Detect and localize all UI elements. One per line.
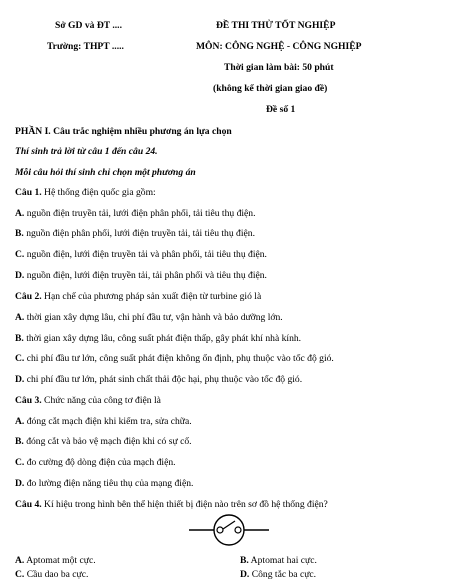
- department-label: Sở GD và ĐT ....: [55, 20, 122, 31]
- question-number: Câu 3.: [15, 395, 42, 406]
- question-2: [15, 291, 261, 303]
- q1-option-c[interactable]: [15, 249, 267, 261]
- section-instruction-2: Mỗi câu hỏi thí sinh chỉ chọn một phương án: [15, 167, 196, 178]
- option-text: đo lường điện năng tiêu thụ của mạng điện.: [24, 478, 194, 489]
- option-text: đo cường độ dòng điện của mạch điện.: [24, 457, 176, 468]
- option-text: thời gian xây dựng lâu, chi phí đầu tư, vận hành và bảo dưỡng lớn.: [24, 312, 283, 323]
- option-letter: D.: [15, 374, 25, 385]
- q3-option-d[interactable]: [15, 478, 193, 490]
- option-letter: D.: [15, 270, 25, 281]
- option-text: nguồn điện phân phối, lưới điện truyền tải, tải tiêu thụ điện.: [23, 228, 255, 239]
- option-text: Công tắc ba cực.: [249, 569, 317, 580]
- option-text: nguồn điện truyền tải, lưới điện phân phối, tải tiêu thụ điện.: [24, 208, 256, 219]
- question-3: [15, 395, 161, 407]
- option-text: Aptomat một cực.: [24, 555, 96, 566]
- duration-label: Thời gian làm bài: 50 phút: [224, 62, 334, 73]
- option-letter: D.: [240, 569, 250, 580]
- option-text: Cầu dao ba cực.: [24, 569, 89, 580]
- question-text: Kí hiệu trong hình bên thể hiện thiết bị điện nào trên sơ đồ hệ thống điện?: [41, 499, 328, 510]
- q1-option-b[interactable]: [15, 228, 255, 240]
- option-text: đóng cắt mạch điện khi kiểm tra, sửa chữa.: [24, 416, 192, 427]
- option-letter: C.: [15, 353, 25, 364]
- question-number: Câu 1.: [15, 187, 42, 198]
- option-letter: B.: [15, 436, 24, 447]
- option-letter: C.: [15, 569, 25, 580]
- exam-title: ĐỀ THI THỬ TỐT NGHIỆP: [216, 20, 336, 31]
- q4-option-d[interactable]: [240, 569, 316, 581]
- circuit-symbol-icon: [189, 512, 269, 548]
- question-text: Chức năng của công tơ điện là: [41, 395, 161, 406]
- question-text: Hệ thống điện quốc gia gồm:: [41, 187, 156, 198]
- option-letter: B.: [15, 228, 24, 239]
- school-label: Trường: THPT .....: [47, 41, 124, 52]
- option-letter: C.: [15, 249, 25, 260]
- option-text: nguồn điện, lưới điện truyền tải, tải phân phối và tiêu thụ điện.: [24, 270, 267, 281]
- subject-label: MÔN: CÔNG NGHỆ - CÔNG NGHIỆP: [196, 41, 362, 52]
- option-letter: B.: [240, 555, 249, 566]
- option-text: chi phí đầu tư lớn, phát sinh chất thải độc hại, phụ thuộc vào tốc độ gió.: [24, 374, 303, 385]
- q3-option-a[interactable]: [15, 416, 192, 428]
- q2-option-a[interactable]: [15, 312, 283, 324]
- question-number: Câu 4.: [15, 499, 42, 510]
- option-letter: B.: [15, 333, 24, 344]
- option-text: đóng cắt và bảo vệ mạch điện khi có sự cố.: [23, 436, 192, 447]
- q4-option-a[interactable]: [15, 555, 96, 567]
- section-title: PHẦN I. Câu trắc nghiệm nhiều phương án lựa chọn: [15, 126, 232, 137]
- question-number: Câu 2.: [15, 291, 42, 302]
- question-1: [15, 187, 156, 199]
- q4-option-b[interactable]: [240, 555, 317, 567]
- q1-option-d[interactable]: [15, 270, 267, 282]
- q2-option-c[interactable]: [15, 353, 334, 365]
- option-text: thời gian xây dựng lâu, công suất phát điện thấp, gây phát khí nhà kính.: [23, 333, 302, 344]
- q1-option-a[interactable]: [15, 208, 255, 220]
- option-letter: D.: [15, 478, 25, 489]
- q4-option-c[interactable]: [15, 569, 88, 581]
- question-4: [15, 499, 328, 511]
- option-text: Aptomat hai cực.: [248, 555, 317, 566]
- duration-note: (không kể thời gian giao đề): [213, 83, 328, 94]
- option-text: chi phí đầu tư lớn, công suất phát điện không ổn định, phụ thuộc vào tốc độ gió.: [24, 353, 334, 364]
- option-letter: A.: [15, 555, 25, 566]
- section-instruction-1: Thí sinh trả lời từ câu 1 đến câu 24.: [15, 146, 158, 157]
- option-letter: A.: [15, 416, 25, 427]
- q2-option-d[interactable]: [15, 374, 302, 386]
- option-letter: A.: [15, 312, 25, 323]
- option-letter: A.: [15, 208, 25, 219]
- q2-option-b[interactable]: [15, 333, 301, 345]
- option-text: nguồn điện, lưới điện truyền tải và phân phối, tải tiêu thụ điện.: [24, 249, 267, 260]
- question-text: Hạn chế của phương pháp sản xuất điện từ turbine gió là: [41, 291, 262, 302]
- option-letter: C.: [15, 457, 25, 468]
- q3-option-c[interactable]: [15, 457, 176, 469]
- q3-option-b[interactable]: [15, 436, 192, 448]
- exam-code: Đề số 1: [266, 104, 296, 115]
